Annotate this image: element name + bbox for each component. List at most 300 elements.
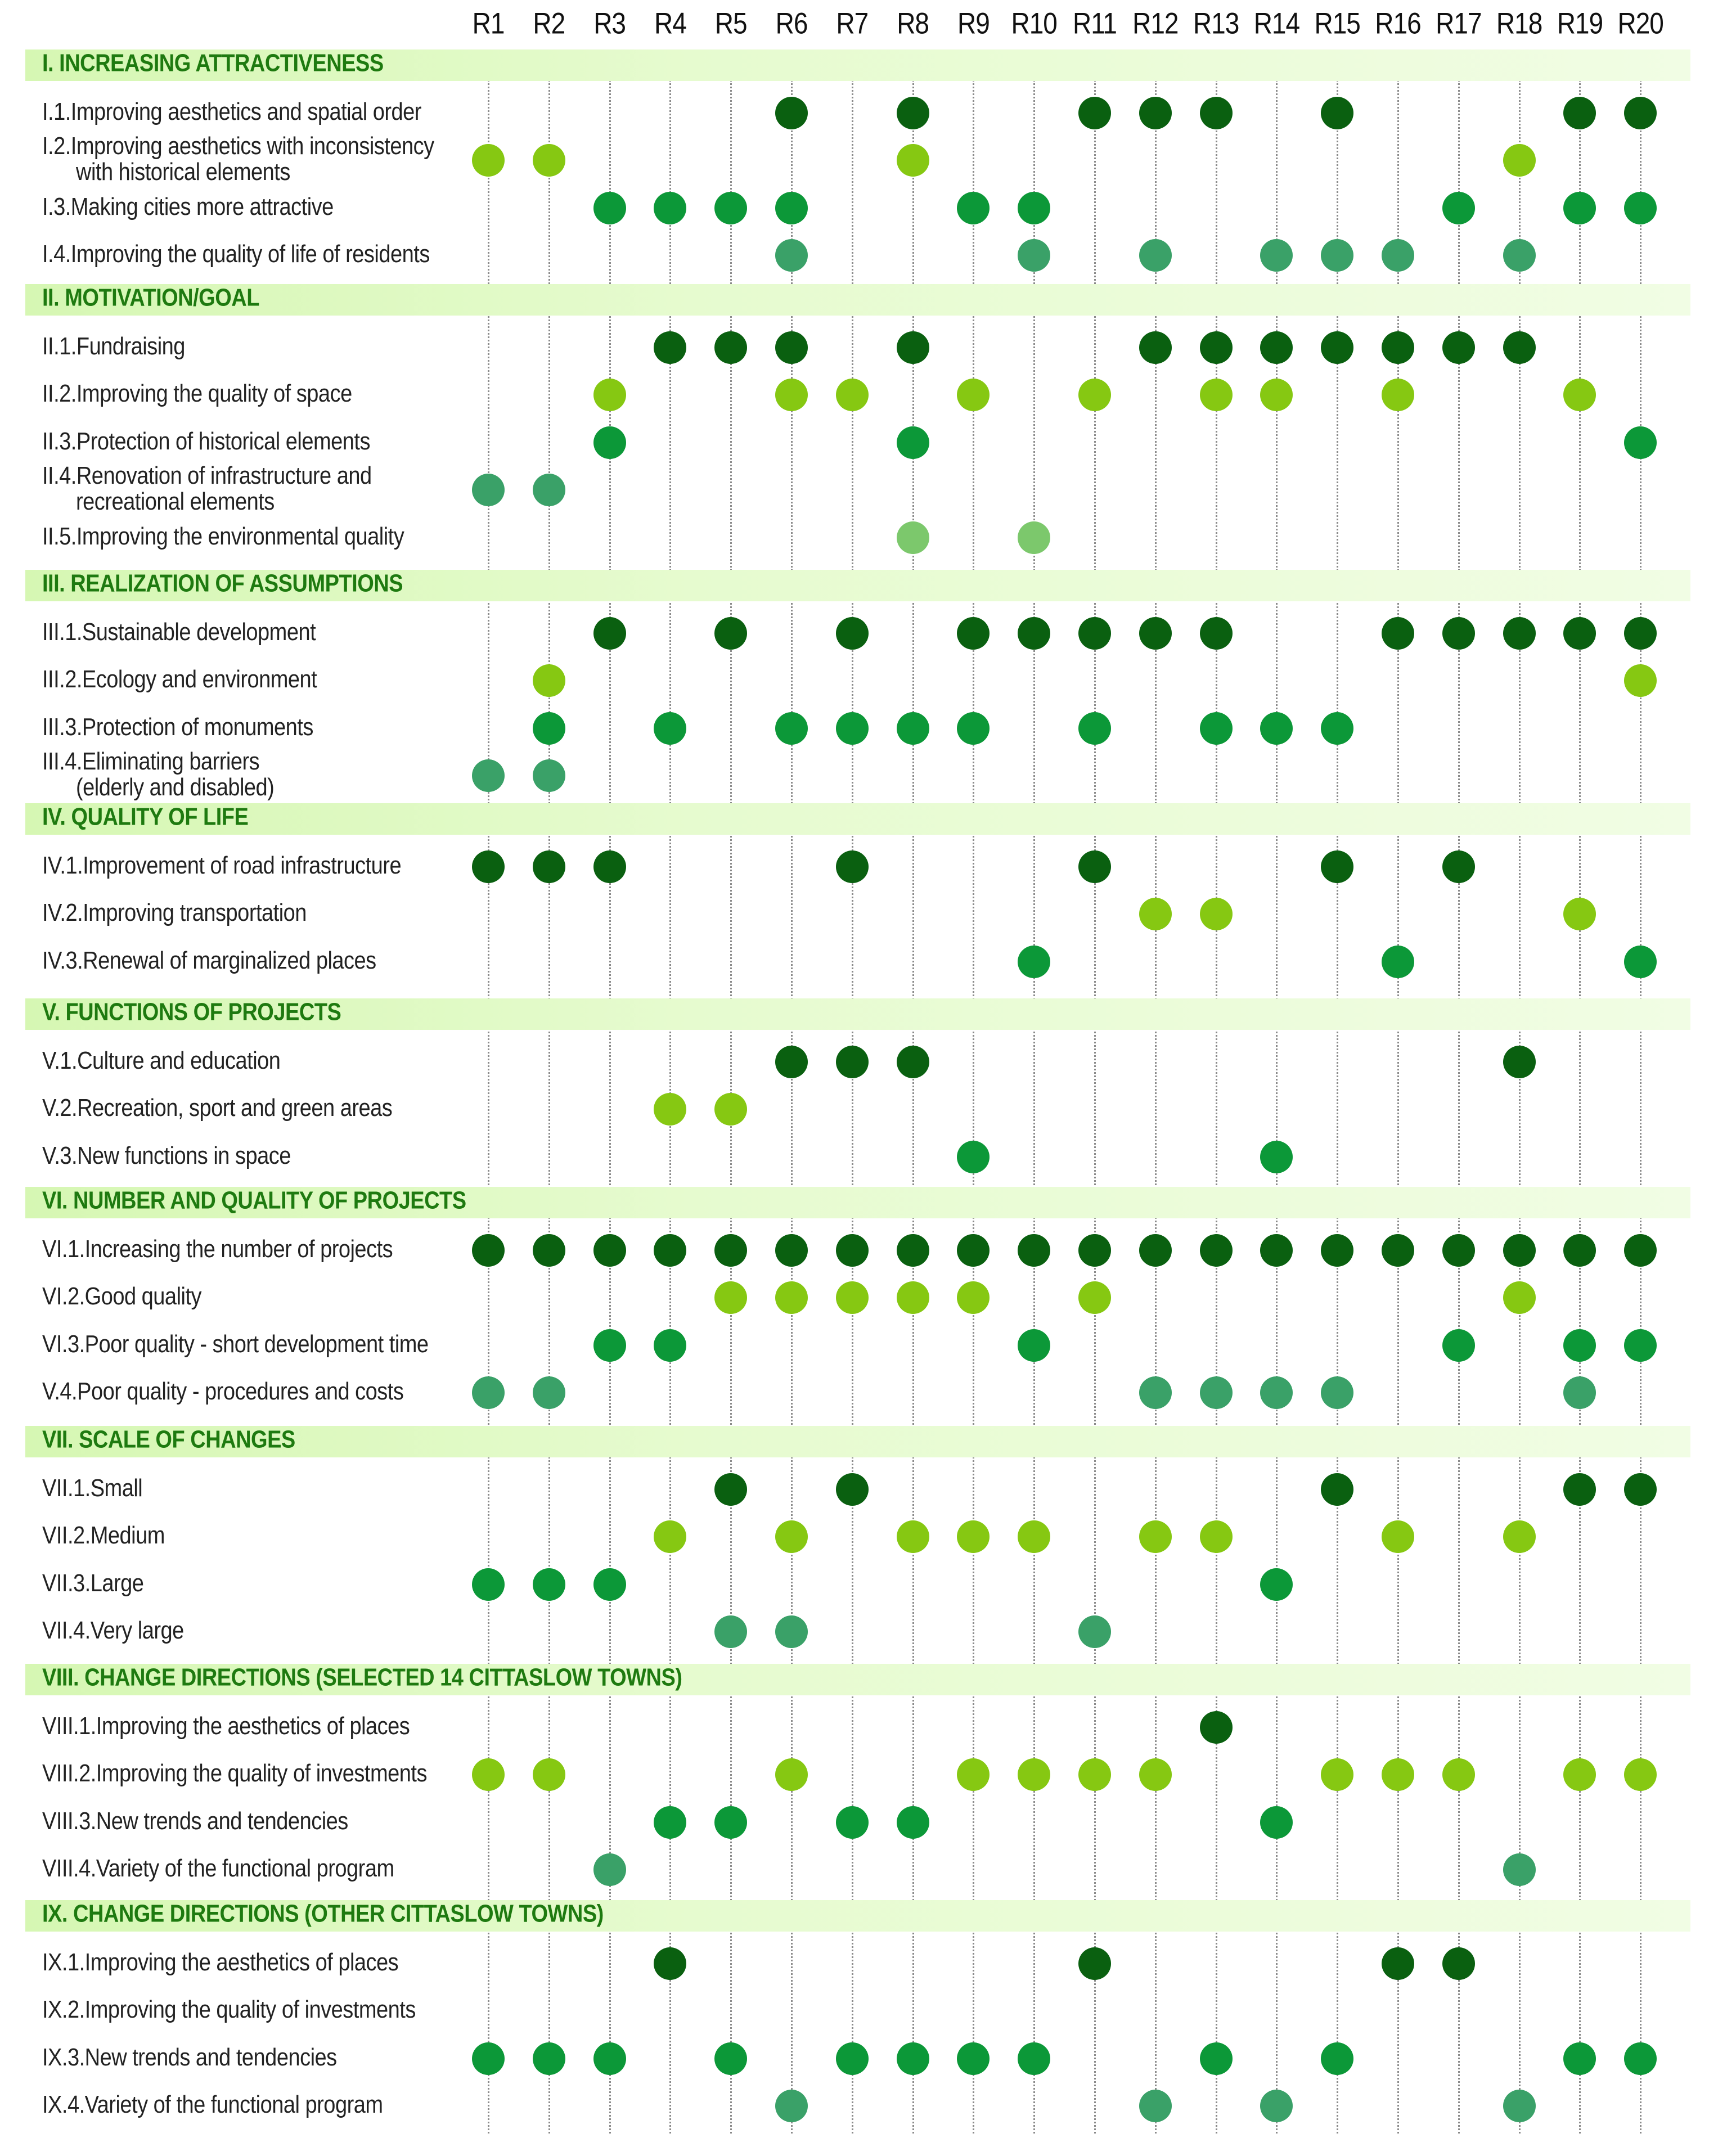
column-header: R3 [593, 6, 626, 40]
row-label [42, 1618, 184, 1644]
data-dot [1624, 1329, 1657, 1362]
data-dot [1321, 97, 1353, 129]
data-dot [1018, 1234, 1050, 1267]
column-header: R20 [1617, 6, 1663, 40]
data-dot [1624, 426, 1657, 459]
data-dot [1018, 617, 1050, 650]
data-dot [1078, 1758, 1111, 1791]
row-label-line: VIII.4.Variety of the functional program [42, 1855, 394, 1883]
data-dot [1563, 192, 1596, 224]
data-dot [472, 474, 505, 506]
data-dot [1321, 1376, 1353, 1409]
data-dot [1078, 1234, 1111, 1267]
data-dot [472, 759, 505, 792]
data-dot [1503, 1046, 1536, 1078]
row-label-line: VIII.2.Improving the quality of investments [42, 1759, 427, 1788]
data-dot [897, 1234, 929, 1267]
data-dot [836, 1281, 869, 1314]
section-header [25, 284, 1690, 316]
row-label-line: II.5.Improving the environmental quality [42, 523, 404, 550]
data-dot [593, 1568, 626, 1601]
data-dot [897, 1520, 929, 1553]
data-dot [1321, 2042, 1353, 2075]
row-label-line: I.3.Making cities more attractive [42, 193, 334, 220]
data-dot [897, 1806, 929, 1839]
data-dot [1018, 1758, 1050, 1791]
data-dot [1200, 617, 1233, 650]
column-header: R19 [1557, 6, 1603, 40]
data-dot [1442, 1234, 1475, 1267]
data-dot [1503, 239, 1536, 272]
data-dot [654, 712, 686, 745]
data-dot [1078, 617, 1111, 650]
column-header: R7 [836, 6, 869, 40]
data-dot [1200, 379, 1233, 411]
row-label-line: IX.2.Improving the quality of investments [42, 1996, 416, 2024]
data-dot [775, 1758, 808, 1791]
row-label [42, 1808, 348, 1834]
row-label [42, 194, 334, 220]
data-dot [775, 331, 808, 364]
column-gridline [1033, 49, 1035, 2134]
data-dot [593, 617, 626, 650]
data-dot [1382, 1520, 1414, 1553]
data-dot [1503, 1234, 1536, 1267]
section-title: V. FUNCTIONS OF PROJECTS [42, 998, 341, 1027]
data-dot [1624, 664, 1657, 697]
data-dot [654, 1947, 686, 1980]
data-dot [1078, 379, 1111, 411]
data-dot [836, 850, 869, 883]
column-header: R16 [1375, 6, 1421, 40]
data-dot [1624, 97, 1657, 129]
row-label-line: III.1.Sustainable development [42, 618, 316, 646]
data-dot [714, 1473, 747, 1506]
data-dot [472, 144, 505, 177]
row-label-line: II.4.Renovation of infrastructure and [42, 462, 372, 490]
data-dot [533, 712, 565, 745]
row-label [42, 1761, 427, 1786]
data-dot [654, 1329, 686, 1362]
data-dot [593, 192, 626, 224]
data-dot [1503, 2090, 1536, 2122]
section-header [25, 49, 1690, 81]
data-dot [1260, 1141, 1293, 1173]
data-dot [472, 1376, 505, 1409]
row-label [42, 524, 404, 550]
data-dot [1260, 1806, 1293, 1839]
column-header: R5 [714, 6, 747, 40]
data-dot [1260, 1234, 1293, 1267]
data-dot [714, 2042, 747, 2075]
data-dot [1260, 239, 1293, 272]
column-header: R6 [775, 6, 808, 40]
data-dot [1442, 1947, 1475, 1980]
column-header: R10 [1011, 6, 1057, 40]
section-header [25, 803, 1690, 835]
data-dot [593, 426, 626, 459]
section-header [25, 998, 1690, 1030]
data-dot [957, 192, 990, 224]
data-dot [593, 1853, 626, 1886]
data-dot [1078, 850, 1111, 883]
data-dot [897, 97, 929, 129]
data-dot [1018, 1329, 1050, 1362]
data-dot [1321, 239, 1353, 272]
row-label [42, 619, 316, 645]
data-dot [1442, 1329, 1475, 1362]
row-label-line: VII.2.Medium [42, 1522, 165, 1550]
column-gridline [1640, 49, 1641, 2134]
data-dot [1563, 379, 1596, 411]
row-label-line: IX.3.New trends and tendencies [42, 2044, 337, 2071]
data-dot [1018, 946, 1050, 978]
row-label [42, 1048, 280, 1074]
data-dot [1624, 192, 1657, 224]
data-dot [1503, 1520, 1536, 1553]
data-dot [1382, 946, 1414, 978]
section-title: II. MOTIVATION/GOAL [42, 284, 259, 312]
data-dot [775, 192, 808, 224]
row-label-line: recreational elements [76, 488, 275, 516]
data-dot [654, 1520, 686, 1553]
column-header: R17 [1436, 6, 1482, 40]
data-dot [1382, 1234, 1414, 1267]
data-dot [775, 2090, 808, 2122]
data-dot [1563, 1473, 1596, 1506]
row-label [42, 2092, 383, 2118]
row-label-line: (elderly and disabled) [76, 773, 275, 802]
data-dot [1563, 97, 1596, 129]
data-dot [654, 1806, 686, 1839]
column-header: R2 [533, 6, 565, 40]
data-dot [897, 1281, 929, 1314]
data-dot [533, 1234, 565, 1267]
data-dot [836, 1473, 869, 1506]
data-dot [1078, 1947, 1111, 1980]
data-dot [533, 474, 565, 506]
data-dot [775, 97, 808, 129]
row-label [42, 1143, 291, 1169]
data-dot [1260, 2090, 1293, 2122]
data-dot [1321, 712, 1353, 745]
data-dot [775, 379, 808, 411]
data-dot [1260, 379, 1293, 411]
row-label [42, 1095, 392, 1121]
column-gridline [973, 49, 974, 2134]
column-header: R12 [1132, 6, 1179, 40]
row-label-line: II.3.Protection of historical elements [42, 427, 370, 455]
data-dot [1200, 1520, 1233, 1553]
column-header: R1 [472, 6, 505, 40]
data-dot [714, 1093, 747, 1126]
column-gridline [1579, 49, 1581, 2134]
data-dot [1563, 617, 1596, 650]
data-dot [593, 1329, 626, 1362]
data-dot [1503, 331, 1536, 364]
row-label-line: V.1.Culture and education [42, 1047, 281, 1074]
section-title: IX. CHANGE DIRECTIONS (OTHER CITTASLOW TOWNS) [42, 1900, 604, 1928]
data-dot [1624, 617, 1657, 650]
data-dot [1139, 617, 1172, 650]
row-label-line: II.1.Fundraising [42, 332, 185, 360]
row-label [42, 463, 372, 515]
data-dot [1018, 1520, 1050, 1553]
data-dot [1200, 712, 1233, 745]
data-dot [472, 2042, 505, 2075]
row-label-line: IX.1.Improving the aesthetics of places [42, 1948, 399, 1976]
data-dot [1321, 331, 1353, 364]
data-dot [957, 712, 990, 745]
row-label [42, 1856, 394, 1882]
row-label [42, 900, 307, 926]
data-dot [1321, 1473, 1353, 1506]
column-header: R8 [897, 6, 929, 40]
data-dot [1200, 331, 1233, 364]
data-dot [1200, 898, 1233, 930]
row-label [42, 714, 313, 740]
section-title: VII. SCALE OF CHANGES [42, 1426, 295, 1454]
data-dot [1139, 1758, 1172, 1791]
section-title: III. REALIZATION OF ASSUMPTIONS [42, 570, 403, 598]
data-dot [714, 617, 747, 650]
data-dot [836, 1234, 869, 1267]
data-dot [1563, 2042, 1596, 2075]
row-label-line: II.2.Improving the quality of space [42, 380, 352, 408]
data-dot [775, 1520, 808, 1553]
section-header [25, 570, 1690, 601]
row-label-line: VI.1.Increasing the number of projects [42, 1235, 393, 1263]
data-dot [1382, 617, 1414, 650]
column-header: R9 [957, 6, 990, 40]
data-dot [957, 1520, 990, 1553]
data-dot [897, 2042, 929, 2075]
row-label-line: V.4.Poor quality - procedures and costs [42, 1378, 404, 1406]
data-dot [1503, 144, 1536, 177]
data-dot [1139, 331, 1172, 364]
data-dot [1624, 1758, 1657, 1791]
data-dot [1382, 1947, 1414, 1980]
data-dot [897, 1046, 929, 1078]
row-label [42, 948, 376, 974]
data-dot [775, 1046, 808, 1078]
data-dot [1442, 850, 1475, 883]
row-label-line: with historical elements [76, 158, 290, 186]
data-dot [1563, 1376, 1596, 1409]
data-dot [1200, 1711, 1233, 1744]
data-dot [472, 850, 505, 883]
row-label [42, 853, 401, 879]
data-dot [1018, 521, 1050, 554]
data-dot [533, 664, 565, 697]
row-label-line: VII.3.Large [42, 1569, 144, 1597]
section-header [25, 1664, 1690, 1695]
row-label [42, 667, 317, 692]
data-dot [654, 1234, 686, 1267]
data-dot [1078, 1615, 1111, 1648]
data-dot [897, 521, 929, 554]
row-label [42, 1475, 142, 1501]
data-dot [957, 379, 990, 411]
data-dot [836, 712, 869, 745]
row-label-line: III.4.Eliminating barriers [42, 748, 260, 776]
data-dot [472, 1568, 505, 1601]
data-dot [533, 850, 565, 883]
row-label [42, 1997, 416, 2023]
column-header: R13 [1193, 6, 1239, 40]
data-dot [533, 2042, 565, 2075]
data-dot [1139, 1520, 1172, 1553]
data-dot [1321, 1234, 1353, 1267]
data-dot [533, 759, 565, 792]
data-dot [593, 850, 626, 883]
data-dot [1321, 850, 1353, 883]
data-dot [1442, 1758, 1475, 1791]
row-label-line: I.4.Improving the quality of life of residents [42, 240, 430, 268]
data-dot [1200, 2042, 1233, 2075]
data-dot [1624, 1234, 1657, 1267]
data-dot [957, 1281, 990, 1314]
row-label-line: VIII.1.Improving the aesthetics of places [42, 1712, 410, 1740]
data-dot [1018, 2042, 1050, 2075]
data-dot [1260, 712, 1293, 745]
row-label [42, 1284, 201, 1309]
row-label-line: IX.4.Variety of the functional program [42, 2091, 383, 2119]
data-dot [1563, 1234, 1596, 1267]
data-dot [472, 1758, 505, 1791]
row-label [42, 1713, 410, 1739]
data-dot [1563, 1758, 1596, 1791]
data-dot [957, 1141, 990, 1173]
column-header: R18 [1496, 6, 1542, 40]
data-dot [1382, 379, 1414, 411]
data-dot [1442, 617, 1475, 650]
column-header: R4 [654, 6, 686, 40]
column-gridline [548, 49, 550, 2134]
section-title: VIII. CHANGE DIRECTIONS (SELECTED 14 CITTASLOW TOWNS) [42, 1664, 682, 1692]
data-dot [1018, 239, 1050, 272]
column-gridline [488, 49, 489, 2134]
data-dot [775, 712, 808, 745]
row-label-line: VI.3.Poor quality - short development time [42, 1330, 429, 1358]
data-dot [533, 1568, 565, 1601]
row-label [42, 1236, 393, 1262]
column-header: R15 [1314, 6, 1360, 40]
data-dot [1563, 1329, 1596, 1362]
data-dot [533, 1758, 565, 1791]
data-dot [1139, 239, 1172, 272]
row-label-line: III.2.Ecology and environment [42, 665, 317, 694]
data-dot [1442, 192, 1475, 224]
data-dot [836, 1806, 869, 1839]
data-dot [1018, 192, 1050, 224]
column-gridline [609, 49, 611, 2134]
data-dot [654, 1093, 686, 1126]
data-dot [1078, 1281, 1111, 1314]
data-dot [775, 1234, 808, 1267]
data-dot [1078, 97, 1111, 129]
data-dot [1200, 1376, 1233, 1409]
data-dot [1260, 1568, 1293, 1601]
data-dot [775, 1281, 808, 1314]
section-header [25, 1426, 1690, 1457]
data-dot [1321, 1758, 1353, 1791]
row-label-line: IV.2.Improving transportation [42, 899, 307, 927]
data-dot [897, 144, 929, 177]
data-dot [593, 1234, 626, 1267]
data-dot [593, 2042, 626, 2075]
row-label [42, 1379, 403, 1405]
data-dot [1382, 239, 1414, 272]
data-dot [1503, 1281, 1536, 1314]
data-dot [957, 2042, 990, 2075]
data-dot [714, 1234, 747, 1267]
data-dot [714, 1806, 747, 1839]
data-dot [714, 331, 747, 364]
row-label-line: IV.1.Improvement of road infrastructure [42, 852, 402, 879]
row-label [42, 99, 421, 125]
data-dot [775, 1615, 808, 1648]
row-label [42, 133, 434, 185]
data-dot [1503, 1853, 1536, 1886]
data-dot [1382, 1758, 1414, 1791]
column-header: R14 [1253, 6, 1300, 40]
section-header [25, 1187, 1690, 1218]
row-label-line: IV.3.Renewal of marginalized places [42, 947, 376, 974]
data-dot [1200, 1234, 1233, 1267]
section-title: IV. QUALITY OF LIFE [42, 803, 249, 831]
row-label [42, 1331, 429, 1357]
row-label [42, 1950, 398, 1975]
data-dot [1624, 946, 1657, 978]
data-dot [472, 1234, 505, 1267]
data-dot [775, 239, 808, 272]
row-label-line: VIII.3.New trends and tendencies [42, 1807, 348, 1835]
row-label [42, 241, 430, 267]
row-label-line: III.3.Protection of monuments [42, 713, 313, 741]
data-dot [533, 1376, 565, 1409]
row-label [42, 1570, 143, 1596]
data-dot [654, 192, 686, 224]
data-dot [897, 426, 929, 459]
data-dot [1624, 2042, 1657, 2075]
row-label [42, 381, 352, 407]
row-label-line: VI.2.Good quality [42, 1282, 202, 1311]
data-dot [1139, 1376, 1172, 1409]
data-dot [1200, 97, 1233, 129]
data-dot [1260, 331, 1293, 364]
data-dot [957, 617, 990, 650]
data-dot [1624, 1473, 1657, 1506]
row-label [42, 334, 185, 359]
section-title: VI. NUMBER AND QUALITY OF PROJECTS [42, 1187, 466, 1215]
data-dot [1139, 898, 1172, 930]
data-dot [654, 331, 686, 364]
row-label-line: VII.4.Very large [42, 1617, 184, 1645]
data-dot [957, 1234, 990, 1267]
column-gridline [1094, 49, 1096, 2134]
data-dot [714, 1281, 747, 1314]
data-dot [714, 1615, 747, 1648]
data-dot [714, 192, 747, 224]
data-dot [836, 1046, 869, 1078]
row-label-line: I.2.Improving aesthetics with inconsistency [42, 132, 434, 160]
section-title: I. INCREASING ATTRACTIVENESS [42, 49, 384, 78]
row-label [42, 1523, 165, 1549]
data-dot [1139, 2090, 1172, 2122]
data-dot [836, 379, 869, 411]
row-label-line: VII.1.Small [42, 1474, 143, 1502]
